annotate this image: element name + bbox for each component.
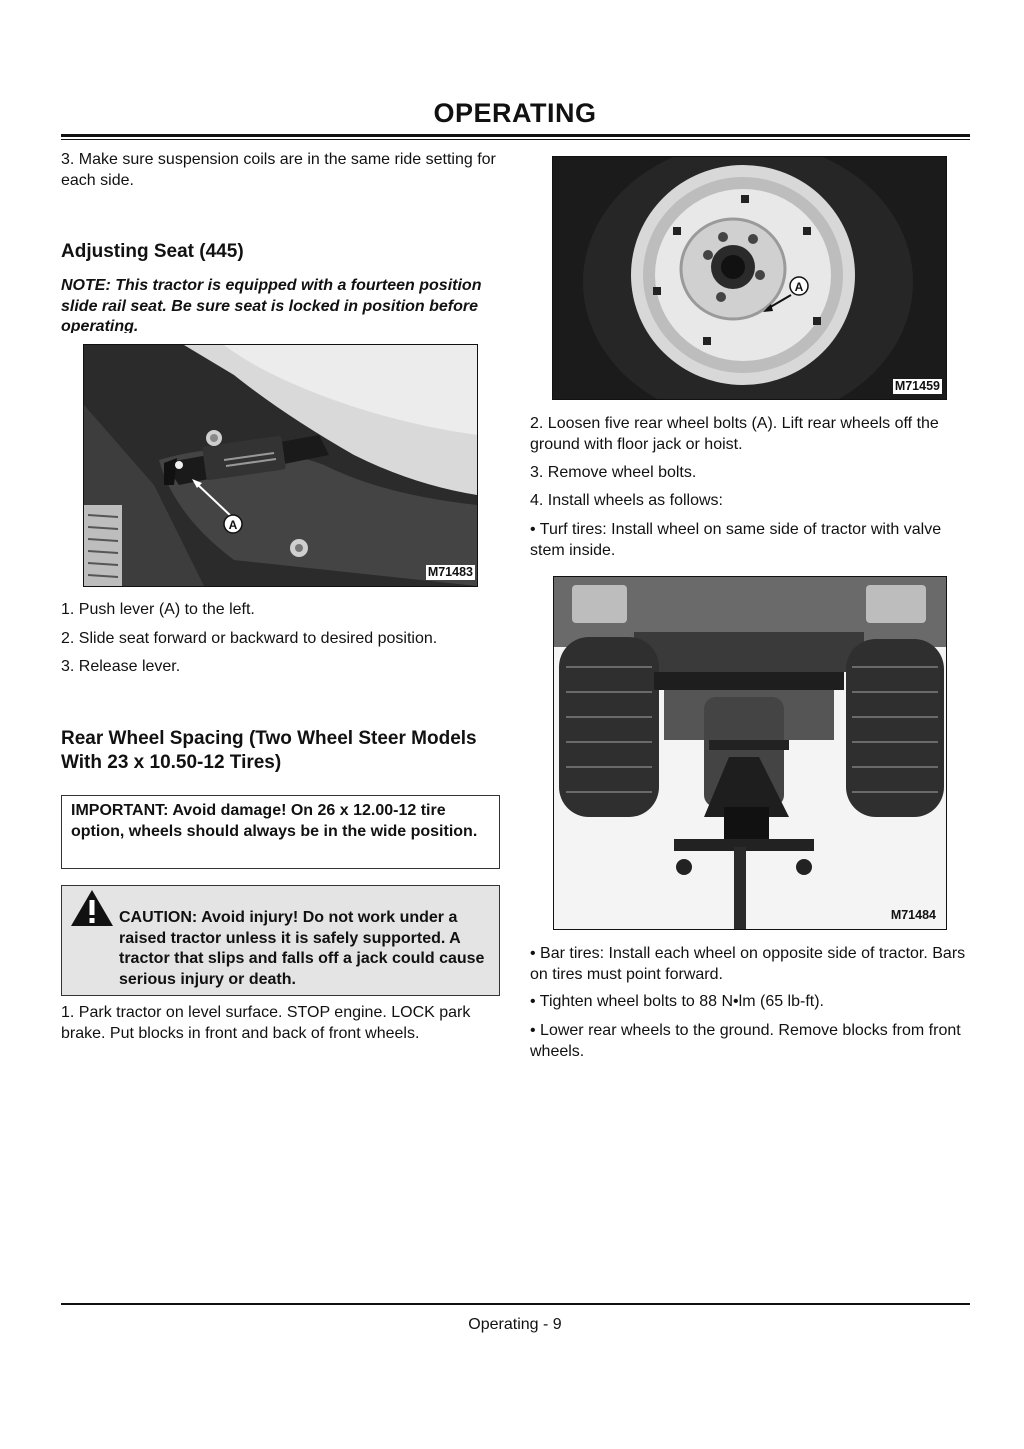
seat-callout: A — [228, 518, 238, 532]
seat-figure — [83, 344, 478, 587]
wheel-step-2: 2. Loosen five rear wheel bolts (A). Lift rear wheels off the ground with floor jack or hoist. — [530, 415, 939, 453]
park-step: 1. Park tractor on level surface. STOP engine. LOCK park brake. Put blocks in front and back of front wheels. — [61, 1004, 471, 1042]
seat-step-1: 1. Push lever (A) to the left. — [61, 601, 255, 618]
important-text: IMPORTANT: Avoid damage! On 26 x 12.00-12 tire option, wheels should always be in the wide position. — [71, 802, 478, 840]
seat-heading: Adjusting Seat (445) — [61, 241, 244, 262]
torque-bullet: • Tighten wheel bolts to 88 N•lm (65 lb-ft). — [530, 993, 824, 1010]
caution-text: CAUTION: Avoid injury! Do not work under a raised tractor unless it is safely supported. A tractor that slips and falls off a jack could cause serious injury or death. — [119, 909, 485, 988]
tractor-figure — [553, 576, 947, 930]
turf-tires-bullet: • Turf tires: Install wheel on same side of tractor with valve stem inside. — [530, 521, 942, 559]
wheel-spacing-heading: Rear Wheel Spacing (Two Wheel Steer Models With 23 x 10.50-12 Tires) — [61, 728, 477, 773]
intro-step: 3. Make sure suspension coils are in the same ride setting for each side. — [61, 151, 496, 189]
header-rule-thin — [61, 139, 970, 140]
wheel-photo — [553, 157, 946, 399]
page-number: Operating - 9 — [468, 1316, 562, 1333]
footer-rule — [61, 1303, 970, 1305]
page-title: OPERATING — [433, 98, 597, 128]
wheel-step-3: 3. Remove wheel bolts. — [530, 464, 697, 481]
wheel-figure — [552, 156, 947, 400]
seat-step-2: 2. Slide seat forward or backward to desired position. — [61, 630, 438, 647]
seat-note: NOTE: This tractor is equipped with a fourteen position slide rail seat. Be sure seat is locked in position before operating. — [61, 277, 482, 333]
wheel-step-4: 4. Install wheels as follows: — [530, 492, 723, 509]
seat-step-3: 3. Release lever. — [61, 658, 181, 675]
caution-notice — [61, 885, 500, 996]
header-rule — [61, 134, 970, 137]
important-notice — [61, 795, 500, 869]
bar-tires-bullet: • Bar tires: Install each wheel on opposite side of tractor. Bars on tires must point forward. — [530, 945, 966, 983]
tractor-figure-label: M71484 — [890, 908, 936, 922]
wheel-figure-label: M71459 — [894, 379, 940, 393]
seat-photo — [84, 345, 477, 586]
warning-icon — [70, 888, 114, 928]
tractor-photo — [554, 577, 946, 929]
seat-figure-label: M71483 — [427, 565, 473, 579]
wheel-callout: A — [794, 280, 804, 294]
lower-wheels-bullet: • Lower rear wheels to the ground. Remove blocks from front wheels. — [530, 1022, 961, 1060]
